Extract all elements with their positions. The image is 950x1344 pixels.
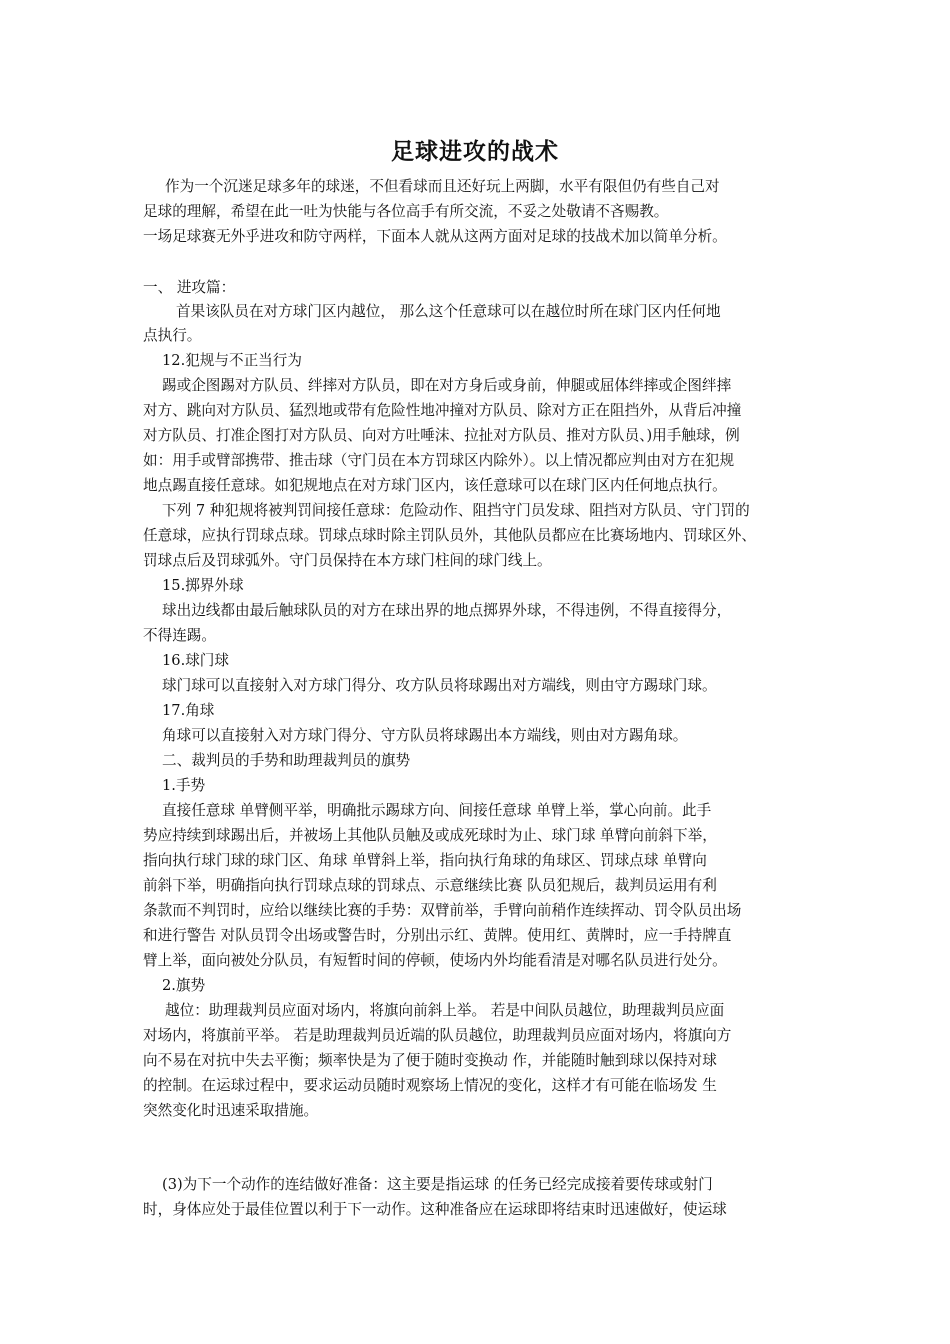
subsection-heading: 17.角球 [162,702,215,719]
subsection-heading: 2.旗势 [162,977,206,994]
section-heading: 一、 进攻篇： [143,279,236,296]
text-line: 向不易在对抗中失去平衡；频率快是为了便于随时变换动 作，并能随时触到球以保持对球 [143,1052,717,1069]
subsection-heading: 1.手势 [162,777,206,794]
text-line: 下列 7 种犯规将被判罚间接任意球：危险动作、阻挡守门员发球、阻挡对方队员、守门罚的 [162,502,750,519]
text-line: (3)为下一个动作的连结做好准备：这主要是指运球 的任务已经完成接着要传球或射门 [162,1176,713,1193]
text-line: 对方、跳向对方队员、猛烈地或带有危险性地冲撞对方队员、除对方正在阻挡外，从背后冲撞 [143,402,742,419]
document-title: 足球进攻的战术 [391,138,559,165]
text-line: 作为一个沉迷足球多年的球迷，不但看球而且还好玩上两脚，水平有限但仍有些自己对 [165,178,720,195]
subsection-heading: 16.球门球 [162,652,229,669]
text-line: 足球的理解，希望在此一吐为快能与各位高手有所交流，不妥之处敬请不吝赐教。 [143,203,669,220]
text-line: 对方队员、打准企图打对方队员、向对方吐唾沫、拉扯对方队员、推对方队员、)用手触球，例 [143,427,740,444]
text-line: 指向执行球门球的球门区、角球 单臂斜上举，指向执行角球的角球区、罚球点球 单臂向 [143,852,707,869]
text-line: 越位：助理裁判员应面对场内，将旗向前斜上举。 若是中间队员越位，助理裁判员应面 [165,1002,725,1019]
text-line: 任意球，应执行罚球点球。罚球点球时除主罚队员外，其他队员都应在比赛场地内、罚球区外、 [143,527,756,544]
text-line: 不得连踢。 [143,627,216,644]
text-line: 和进行警告 对队员罚令出场或警告时，分别出示红、黄牌。使用红、黄牌时，应一手持牌直 [143,927,732,944]
text-line: 点执行。 [143,327,202,344]
text-line: 对场内，将旗前平举。 若是助理裁判员近端的队员越位，助理裁判员应面对场内，将旗向方 [143,1027,732,1044]
text-line: 如：用手或臂部携带、推击球（守门员在本方罚球区内除外）。以上情况都应判由对方在犯规 [143,452,735,469]
text-line: 球门球可以直接射入对方球门得分、攻方队员将球踢出对方端线，则由守方踢球门球。 [162,677,717,694]
text-line: 球出边线都由最后触球队员的对方在球出界的地点掷界外球，不得违例，不得直接得分， [162,602,732,619]
subsection-heading: 12.犯规与不正当行为 [162,352,302,369]
text-line: 时，身体应处于最佳位置以利于下一动作。这种准备应在运球即将结束时迅速做好，使运球 [143,1201,727,1218]
text-line: 罚球点后及罚球弧外。守门员保持在本方球门柱间的球门线上。 [143,552,552,569]
subsection-heading: 15.掷界外球 [162,577,244,594]
text-line: 突然变化时迅速采取措施。 [143,1102,319,1119]
text-line: 直接任意球 单臂侧平举，明确批示踢球方向、间接任意球 单臂上举，掌心向前。此手 [162,802,712,819]
text-line: 首果该队员在对方球门区内越位， 那么这个任意球可以在越位时所在球门区内任何地 [176,303,721,320]
text-line: 条款而不判罚时，应给以继续比赛的手势：双臂前举，手臂向前稍作连续挥动、罚令队员出场 [143,902,742,919]
text-line: 一场足球赛无外乎进攻和防守两样，下面本人就从这两方面对足球的技战术加以简单分析。 [143,228,727,245]
text-line: 踢或企图踢对方队员、绊摔对方队员，即在对方身后或身前，伸腿或屈体绊摔或企图绊摔 [162,377,732,394]
text-line: 的控制。在运球过程中，要求运动员随时观察场上情况的变化，这样才有可能在临场发 生 [143,1077,717,1094]
text-line: 势应持续到球踢出后，并被场上其他队员触及或成死球时为止、球门球 单臂向前斜下举， [143,827,717,844]
text-line: 前斜下举，明确指向执行罚球点球的罚球点、示意继续比赛 队员犯规后，裁判员运用有利 [143,877,717,894]
text-line: 角球可以直接射入对方球门得分、守方队员将球踢出本方端线，则由对方踢角球。 [162,727,688,744]
text-line: 地点踢直接任意球。如犯规地点在对方球门区内，该任意球可以在球门区内任何地点执行。 [143,477,727,494]
section-heading: 二、裁判员的手势和助理裁判员的旗势 [162,752,411,769]
text-line: 臂上举，面向被处分队员，有短暂时间的停顿，使场内外均能看清是对哪名队员进行处分。 [143,952,727,969]
